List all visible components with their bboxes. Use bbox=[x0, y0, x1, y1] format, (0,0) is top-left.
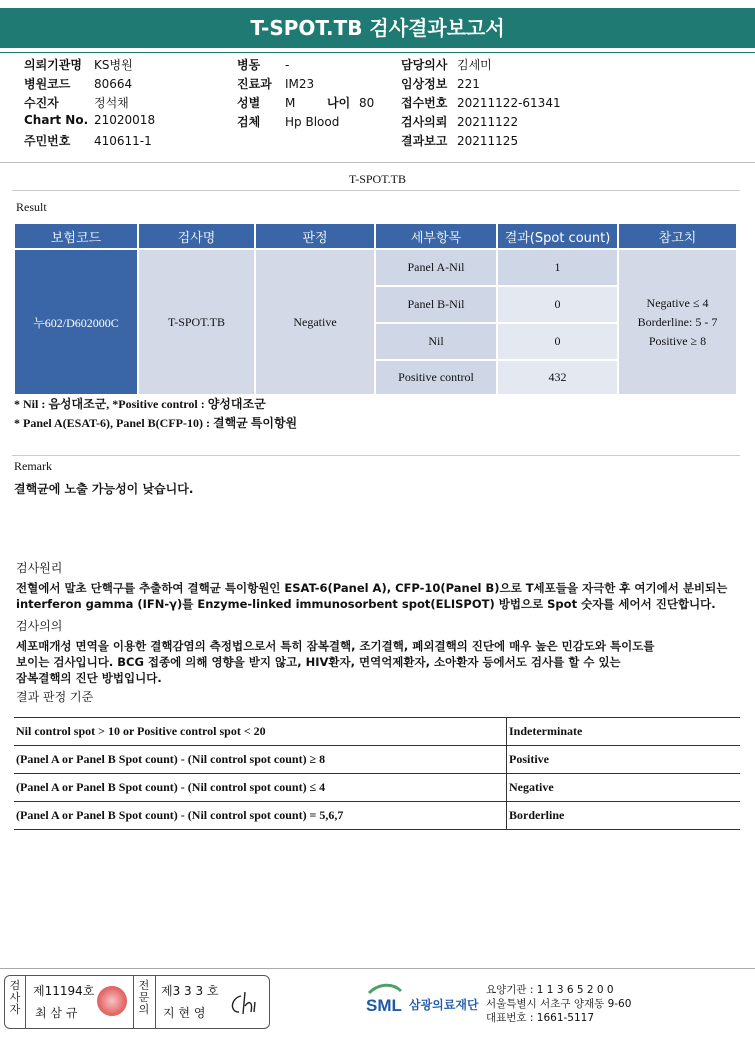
criteria-condition: (Panel A or Panel B Spot count) - (Nil control spot count) ≥ 8 bbox=[14, 746, 507, 774]
inspector-name: 최 삼 규 bbox=[35, 1006, 78, 1020]
meaning-line-2: 보이는 검사입니다. BCG 접종에 의해 영향을 받지 않고, HIV환자, 면역억제환자, 소아환자 등에서도 검사를 할 수 있는 bbox=[16, 655, 621, 669]
sex-value: M bbox=[285, 96, 296, 110]
criteria-table bbox=[14, 717, 740, 830]
accession-value: 20211122-61341 bbox=[457, 96, 561, 110]
doctor-label: 담당의사 bbox=[401, 58, 448, 72]
detail-item-cell: Panel A-Nil bbox=[376, 250, 496, 285]
sml-logo-icon bbox=[365, 981, 405, 1015]
col-judgement: 판정 bbox=[256, 224, 374, 248]
report-title: T-SPOT.TB 검사결과보고서 bbox=[0, 8, 755, 48]
result-value-cell: 0 bbox=[498, 287, 617, 322]
request-date-label: 검사의뢰 bbox=[401, 115, 448, 129]
report-date-label: 결과보고 bbox=[401, 134, 448, 148]
signature-divider bbox=[133, 976, 134, 1028]
criteria-condition: (Panel A or Panel B Spot count) - (Nil control spot count) ≤ 4 bbox=[14, 774, 507, 802]
reference-negative: Negative ≤ 4 bbox=[646, 295, 709, 310]
principle-line-2: interferon gamma (IFN-γ)를 Enzyme-linked immunosorbent spot(ELISPOT) 방법으로 Spot 숫자를 세어서 진단합니다. bbox=[16, 597, 716, 611]
department-label: 진료과 bbox=[237, 77, 272, 91]
criteria-condition: (Panel A or Panel B Spot count) - (Nil control spot count) = 5,6,7 bbox=[14, 802, 507, 830]
result-table bbox=[13, 222, 738, 396]
table-row bbox=[14, 774, 740, 802]
result-value-cell: 432 bbox=[498, 361, 617, 394]
seal-icon bbox=[97, 986, 127, 1016]
header-divider bbox=[0, 52, 755, 53]
note-nil: * Nil : 음성대조군, *Positive control : 양성대조군 bbox=[14, 397, 266, 411]
org-address: 서울특별시 서초구 양재동 9-60 bbox=[486, 998, 632, 1010]
criteria-result: Negative bbox=[507, 774, 741, 802]
note-panel: * Panel A(ESAT-6), Panel B(CFP-10) : 결핵균 특이항원 bbox=[14, 416, 298, 430]
detail-item-cell: Panel B-Nil bbox=[376, 287, 496, 322]
footer-divider bbox=[0, 968, 755, 969]
result-label: Result bbox=[16, 200, 47, 214]
info-col-2 bbox=[237, 56, 374, 132]
col-insurance-code: 보험코드 bbox=[15, 224, 137, 248]
remark-box bbox=[12, 455, 740, 556]
table-row bbox=[14, 746, 740, 774]
org-phone: 대표번호 : 1661-5117 bbox=[486, 1012, 595, 1024]
specialist-license: 제3 3 3 호 bbox=[161, 984, 219, 998]
reference-cell bbox=[619, 250, 736, 394]
org-logo-text: SML bbox=[366, 996, 402, 1015]
inspector-label: 검사자 bbox=[9, 979, 21, 1016]
hospital-code-label: 병원코드 bbox=[24, 77, 71, 91]
meaning-line-1: 세포매개성 면역을 이용한 결핵감염의 측정법으로서 특히 잠복결핵, 조기결핵, 폐외결핵의 진단에 매우 높은 민감도와 특이도를 bbox=[16, 639, 655, 653]
resident-no-value: 410611-1 bbox=[94, 134, 152, 148]
remark-text: 결핵균에 노출 가능성이 낮습니다. bbox=[14, 482, 194, 496]
table-row bbox=[15, 250, 736, 285]
hospital-value: KS병원 bbox=[94, 58, 133, 72]
criteria-result: Indeterminate bbox=[507, 718, 741, 746]
section-divider bbox=[12, 190, 740, 191]
section-title: T-SPOT.TB bbox=[348, 172, 406, 186]
reference-borderline: Borderline: 5 - 7 bbox=[637, 314, 718, 329]
table-row bbox=[14, 718, 740, 746]
principle-label: 검사원리 bbox=[16, 561, 63, 575]
criteria-result: Positive bbox=[507, 746, 741, 774]
clinical-info-label: 임상정보 bbox=[401, 77, 448, 91]
specimen-label: 검체 bbox=[237, 115, 261, 129]
resident-no-label: 주민번호 bbox=[24, 134, 71, 148]
specialist-name: 지 현 영 bbox=[163, 1006, 206, 1020]
signature-divider bbox=[25, 976, 26, 1028]
detail-item-cell: Positive control bbox=[376, 361, 496, 394]
meaning-line-3: 잠복결핵의 진단 방법입니다. bbox=[16, 671, 162, 685]
age-label: 나이 bbox=[327, 96, 351, 110]
age-value: 80 bbox=[359, 96, 375, 110]
report-date-value: 20211125 bbox=[457, 134, 519, 148]
remark-label: Remark bbox=[14, 459, 52, 473]
info-col-3 bbox=[401, 56, 561, 151]
doctor-value: 김세미 bbox=[457, 58, 492, 72]
table-row bbox=[14, 802, 740, 830]
criteria-label: 결과 판정 기준 bbox=[16, 690, 94, 704]
accession-label: 접수번호 bbox=[401, 96, 448, 110]
org-name: 삼광의료재단 bbox=[409, 998, 479, 1012]
chart-no-label: Chart No. bbox=[24, 113, 89, 127]
sex-label: 성별 bbox=[237, 96, 261, 110]
col-result: 결과(Spot count) bbox=[498, 224, 617, 248]
insurance-code-cell: 누602/D602000C bbox=[15, 250, 137, 394]
signature-icon bbox=[227, 988, 263, 1018]
result-value-cell: 0 bbox=[498, 324, 617, 359]
meaning-label: 검사의의 bbox=[16, 619, 63, 633]
signature-box bbox=[4, 975, 270, 1029]
hospital-code-value: 80664 bbox=[94, 77, 133, 91]
test-name-cell: T-SPOT.TB bbox=[139, 250, 254, 394]
ward-label: 병동 bbox=[237, 58, 261, 72]
inspector-license: 제11194호 bbox=[33, 984, 95, 998]
hospital-label: 의뢰기관명 bbox=[24, 58, 82, 72]
org-code: 요양기관 : 1 1 3 6 5 2 0 0 bbox=[486, 984, 614, 996]
col-test-name: 검사명 bbox=[139, 224, 254, 248]
request-date-value: 20211122 bbox=[457, 115, 519, 129]
specimen-value: Hp Blood bbox=[285, 115, 340, 129]
chart-no-value: 21020018 bbox=[94, 113, 156, 127]
reference-positive: Positive ≥ 8 bbox=[648, 333, 707, 348]
clinical-info-value: 221 bbox=[457, 77, 480, 91]
signature-divider bbox=[155, 976, 156, 1028]
ward-value: - bbox=[285, 58, 290, 72]
result-header-row bbox=[15, 224, 736, 248]
info-col-1 bbox=[24, 56, 155, 151]
col-reference: 참고치 bbox=[619, 224, 736, 248]
criteria-result: Borderline bbox=[507, 802, 741, 830]
principle-line-1: 전혈에서 말초 단핵구를 추출하여 결핵균 특이항원인 ESAT-6(Panel A), CFP-10(Panel B)으로 T세포들을 자극한 후 여기에서 분비되는 bbox=[16, 581, 728, 595]
detail-item-cell: Nil bbox=[376, 324, 496, 359]
org-info bbox=[486, 983, 631, 1025]
info-divider bbox=[0, 162, 755, 163]
department-value: IM23 bbox=[285, 77, 315, 91]
judgement-cell: Negative bbox=[256, 250, 374, 394]
specialist-label: 전문의 bbox=[138, 979, 150, 1016]
result-value-cell: 1 bbox=[498, 250, 617, 285]
org-logo bbox=[365, 981, 405, 1019]
patient-value: 정석채 bbox=[94, 96, 129, 110]
criteria-condition: Nil control spot > 10 or Positive control spot < 20 bbox=[14, 718, 507, 746]
patient-label: 수진자 bbox=[24, 96, 59, 110]
col-detail-item: 세부항목 bbox=[376, 224, 496, 248]
